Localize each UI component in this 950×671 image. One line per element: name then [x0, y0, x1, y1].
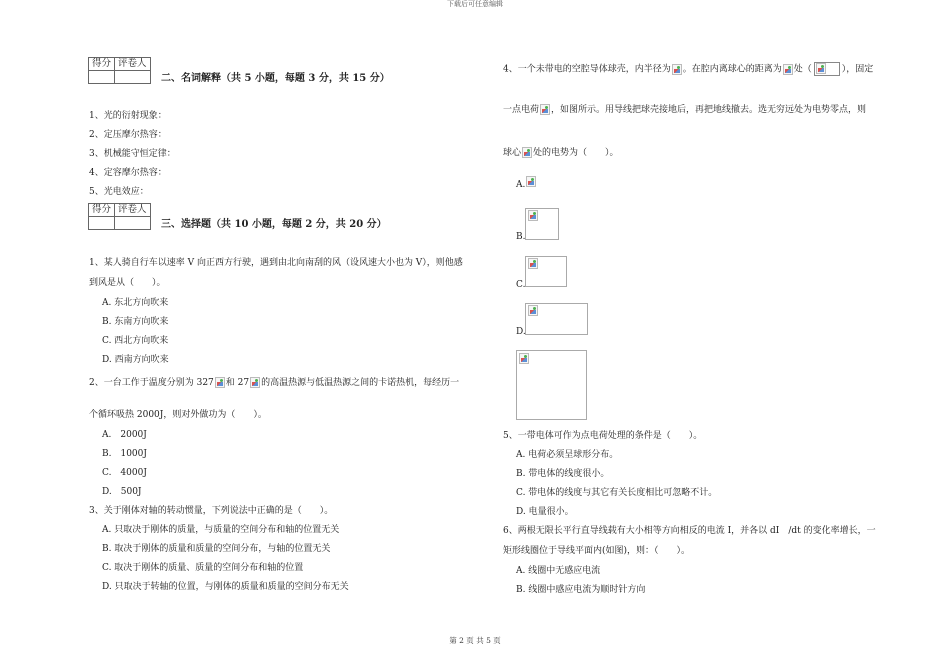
term-item: 2、定压摩尔热容：: [89, 130, 167, 140]
q2-text-b: 和 27: [225, 378, 250, 388]
option-c: C.: [516, 280, 526, 290]
score-cell: [89, 217, 115, 230]
option-c: C. 带电体的线度与其它有关长度相比可忽略不计。: [516, 488, 718, 498]
term-item: 5、光电效应：: [89, 187, 149, 197]
question-2-line2: 个循环吸热 2000J，则对外做功为（ ）。: [89, 410, 267, 420]
term-item: 3、机械能守恒定律：: [89, 149, 176, 159]
option-a: A. 2000J: [102, 430, 147, 440]
option-b: B. 带电体的线度很小。: [516, 469, 610, 479]
option-d: D. 500J: [102, 487, 142, 497]
question-4-line3: [503, 147, 619, 159]
broken-image-icon: [522, 147, 532, 158]
question-4-line1: [503, 62, 873, 76]
q4-text-d: ），固定: [841, 64, 874, 75]
section2-title: 二、名词解释（共 5 小题，每题 3 分，共 15 分）: [161, 73, 390, 84]
option-a: A. 东北方向吹来: [102, 298, 169, 308]
question-6-line2: 矩形线圈位于导线平面内(如图)，则：（ ）。: [503, 546, 691, 556]
option-b-image: [525, 208, 559, 240]
option-c: C. 取决于刚体的质量、质量的空间分布和轴的位置: [102, 563, 304, 573]
section3-title: 三、选择题（共 10 小题，每题 2 分，共 20 分）: [161, 219, 387, 230]
score-label: 得分: [89, 204, 115, 217]
broken-image-icon: [528, 258, 538, 269]
option-c: C. 4000J: [102, 468, 147, 478]
option-c: C. 西北方向吹来: [102, 336, 169, 346]
broken-image-icon: [526, 176, 536, 187]
score-box-section3: [88, 203, 151, 230]
score-box-section2: [88, 57, 151, 84]
q2-text-c: 的高温热源与低温热源之间的卡诺热机，每经历一: [261, 378, 460, 388]
option-d: D.: [516, 327, 526, 337]
option-d: D. 西南方向吹来: [102, 355, 169, 365]
grader-cell: [115, 217, 151, 230]
term-item: 1、光的衍射现象：: [89, 111, 167, 121]
option-d-image: [525, 303, 588, 335]
question-3-line1: 3、关于刚体对轴的转动惯量，下列说法中正确的是（ ）。: [89, 506, 334, 516]
option-c-image: [525, 256, 567, 287]
figure-image: [516, 350, 587, 420]
option-b: B. 取决于刚体的质量和质量的空间分布，与轴的位置无关: [102, 544, 331, 554]
question-4-line2: [503, 104, 866, 116]
broken-image-icon: [215, 377, 225, 388]
option-a: A. 线圈中无感应电流: [516, 566, 601, 576]
question-1-line1: 1、某人骑自行车以速率 V 向正西方行驶，遇到由北向南刮的风（设风速大小也为 V），则他感: [89, 258, 463, 268]
option-b: B.: [516, 232, 526, 242]
question-1-line2: 到风是从（ ）。: [89, 278, 166, 288]
q4-text-g: 球心: [503, 148, 522, 158]
grader-cell: [115, 71, 151, 84]
broken-image-icon: [519, 353, 529, 364]
question-2-line1: [89, 377, 459, 389]
broken-image-icon: [783, 64, 793, 75]
broken-image-icon: [250, 377, 260, 388]
option-a: A. 电荷必须呈球形分布。: [516, 450, 619, 460]
term-item: 4、定容摩尔热容：: [89, 168, 167, 178]
option-d: D. 只取决于转轴的位置，与刚体的质量和质量的空间分布无关: [102, 582, 349, 592]
option-a: A.: [516, 180, 526, 190]
score-label: 得分: [89, 58, 115, 71]
option-b: B. 1000J: [102, 449, 147, 459]
q4-text-c: 处（: [793, 64, 812, 75]
broken-image-icon: [816, 63, 826, 74]
broken-image-icon: [672, 64, 682, 75]
score-cell: [89, 71, 115, 84]
header-note: 下载后可任意编辑: [447, 0, 503, 8]
broken-image-icon: [540, 104, 550, 115]
q4-text-h: 处的电势为（ ）。: [533, 148, 619, 158]
option-b: B. 东南方向吹来: [102, 317, 169, 327]
grader-label: 评卷人: [115, 204, 151, 217]
broken-image-icon: [528, 210, 538, 221]
option-b: B. 线圈中感应电流为顺时针方向: [516, 585, 646, 595]
q4-text-e: 一点电荷: [503, 105, 540, 115]
page-footer: 第 2 页 共 5 页: [449, 636, 501, 645]
option-a: A. 只取决于刚体的质量，与质量的空间分布和轴的位置无关: [102, 525, 340, 535]
q4-text-a: 4、一个未带电的空腔导体球壳，内半径为: [503, 64, 671, 75]
q2-text-a: 2、一台工作于温度分别为 327: [89, 378, 214, 388]
grader-label: 评卷人: [115, 58, 151, 71]
q4-text-f: ，如图所示。用导线把球壳接地后，再把地线撤去。选无穷远处为电势零点，则: [551, 105, 867, 115]
q4-text-b: 。在腔内离球心的距离为: [682, 64, 782, 75]
formula-image-placeholder: [814, 62, 840, 76]
question-5-line1: 5、一带电体可作为点电荷处理的条件是（ ）。: [503, 431, 703, 441]
option-d: D. 电量很小。: [516, 507, 574, 517]
broken-image-icon: [528, 305, 538, 316]
question-6-line1: 6、两根无限长平行直导线载有大小相等方向相反的电流 I，并各以 dI /dt 的变化率增长，一: [503, 526, 876, 536]
